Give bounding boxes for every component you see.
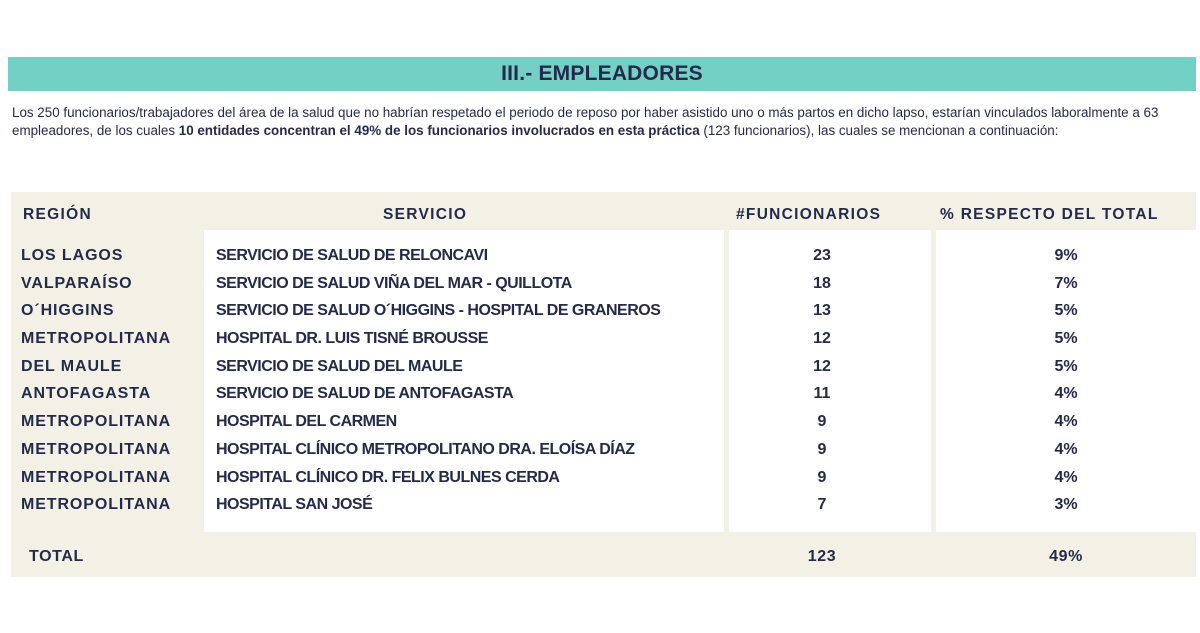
- region-cell: METROPOLITANA: [21, 330, 172, 347]
- servicio-cell: SERVICIO DE SALUD DE RELONCAVI: [216, 247, 488, 264]
- funcionarios-cell: 9: [817, 469, 827, 486]
- servicio-cell: SERVICIO DE SALUD O´HIGGINS - HOSPITAL DE GRANEROS: [216, 302, 661, 319]
- intro-text-start: Los 250 funcionarios/trabajadores del área de la salud que no habrían respetado el periodo de reposo por haber asistido uno o más partos en dicho lapso, estarían vinculados laboralmente a 63 empleadores, de los cuales: [12, 105, 1159, 138]
- header-region: REGIÓN: [23, 206, 92, 223]
- porcentaje-cell: 5%: [1054, 302, 1078, 319]
- total-porcentaje: 49%: [1049, 548, 1083, 565]
- region-cell: METROPOLITANA: [21, 496, 172, 513]
- porcentaje-cell: 4%: [1054, 441, 1078, 458]
- servicio-cell: SERVICIO DE SALUD DEL MAULE: [216, 358, 463, 375]
- region-cell: VALPARAÍSO: [21, 275, 133, 292]
- funcionarios-cell: 13: [813, 302, 831, 319]
- funcionarios-cell: 11: [813, 385, 831, 402]
- region-cell: ANTOFAGASTA: [21, 385, 152, 402]
- funcionarios-cell: 12: [813, 358, 831, 375]
- servicio-cell: HOSPITAL DEL CARMEN: [216, 413, 397, 430]
- region-cell: DEL MAULE: [21, 358, 123, 375]
- total-funcionarios: 123: [807, 548, 837, 565]
- region-cell: METROPOLITANA: [21, 413, 172, 430]
- region-cell: LOS LAGOS: [21, 247, 124, 264]
- porcentaje-cell: 9%: [1054, 247, 1078, 264]
- servicio-cell: HOSPITAL CLÍNICO METROPOLITANO DRA. ELOÍSA DÍAZ: [216, 441, 635, 458]
- servicio-cell: SERVICIO DE SALUD DE ANTOFAGASTA: [216, 385, 514, 402]
- porcentaje-cell: 3%: [1054, 496, 1078, 513]
- servicio-cell: SERVICIO DE SALUD VIÑA DEL MAR - QUILLOTA: [216, 275, 572, 292]
- servicio-cell: HOSPITAL CLÍNICO DR. FELIX BULNES CERDA: [216, 469, 560, 486]
- porcentaje-cell: 5%: [1054, 358, 1078, 375]
- funcionarios-cell: 9: [817, 441, 827, 458]
- header-servicio: SERVICIO: [383, 206, 468, 223]
- funcionarios-cell: 9: [817, 413, 827, 430]
- region-cell: METROPOLITANA: [21, 469, 172, 486]
- funcionarios-cell: 18: [813, 275, 831, 292]
- header-porcentaje: % RESPECTO DEL TOTAL: [940, 206, 1159, 223]
- porcentaje-cell: 4%: [1054, 413, 1078, 430]
- header-funcionarios: #FUNCIONARIOS: [736, 206, 882, 223]
- servicio-cell: HOSPITAL DR. LUIS TISNÉ BROUSSE: [216, 330, 488, 347]
- intro-paragraph: [12, 104, 1198, 140]
- intro-text-end: (123 funcionarios), las cuales se mencionan a continuación:: [699, 123, 1059, 138]
- porcentaje-cell: 4%: [1054, 385, 1078, 402]
- section-title: III.- EMPLEADORES: [501, 62, 703, 85]
- porcentaje-cell: 7%: [1054, 275, 1078, 292]
- region-cell: METROPOLITANA: [21, 441, 172, 458]
- region-cell: O´HIGGINS: [21, 302, 115, 319]
- funcionarios-cell: 12: [813, 330, 831, 347]
- porcentaje-cell: 4%: [1054, 469, 1078, 486]
- porcentaje-cell: 5%: [1054, 330, 1078, 347]
- funcionarios-cell: 23: [813, 247, 831, 264]
- funcionarios-cell: 7: [817, 496, 827, 513]
- section-title-banner: [8, 57, 1196, 91]
- total-label: TOTAL: [29, 548, 84, 565]
- servicio-cell: HOSPITAL SAN JOSÉ: [216, 496, 373, 513]
- employers-table: [11, 192, 1196, 577]
- intro-text-highlight: 10 entidades concentran el 49% de los funcionarios involucrados en esta práctica: [178, 123, 700, 138]
